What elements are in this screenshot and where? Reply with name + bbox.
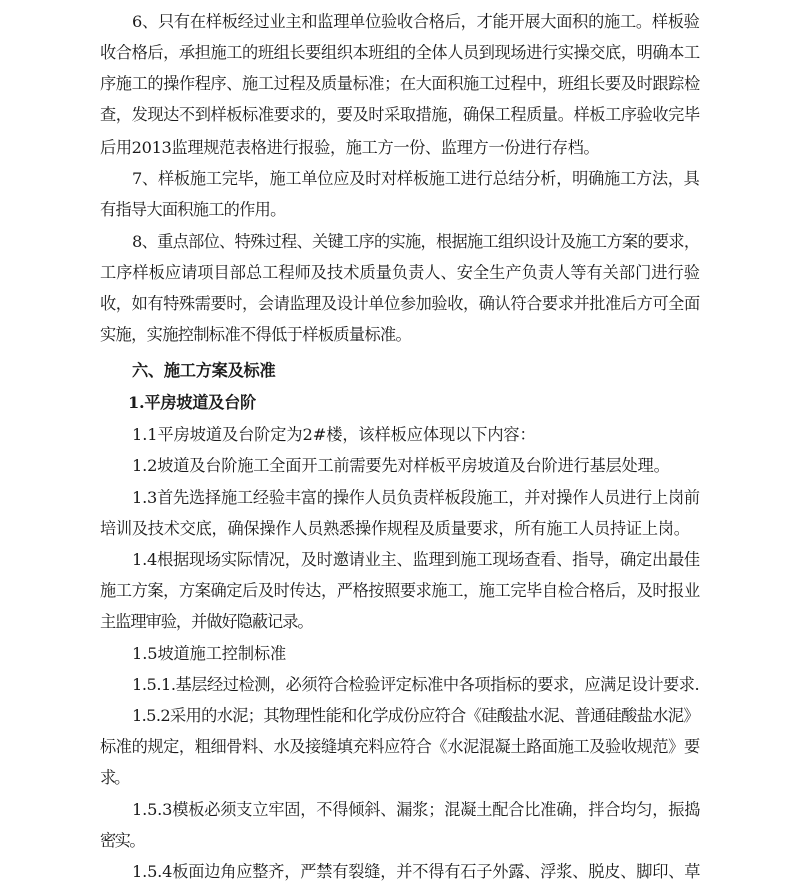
text-line: 1.5.1.基层经过检测，必须符合检验评定标准中各项指标的要求，应满足设计要求.	[132, 675, 700, 694]
section-heading: 六、施工方案及标准	[132, 361, 276, 380]
text-line: 查，发现达不到样板标准要求的，要及时采取措施，确保工程质量。样板工序验收完毕	[100, 105, 700, 124]
text-line: 培训及技术交底，确保操作人员熟悉操作规程及质量要求，所有施工人员持证上岗。	[100, 519, 690, 538]
text-line: 实施，实施控制标准不得低于样板质量标准。	[100, 325, 412, 344]
text-line: 1.5.4板面边角应整齐，严禁有裂缝，并不得有石子外露、浮浆、脱皮、脚印、草	[132, 862, 701, 881]
text-line: 施工方案，方案确定后及时传达，严格按照要求施工，施工完毕自检合格后，及时报业	[100, 581, 700, 600]
text-line: 标准的规定，粗细骨料、水及接缝填充料应符合《水泥混凝土路面施工及验收规范》要	[100, 737, 700, 756]
text-line: 7、样板施工完毕，施工单位应及时对样板施工进行总结分析，明确施工方法，具	[132, 169, 700, 188]
text-line: 1.1平房坡道及台阶定为2#楼，该样板应体现以下内容：	[132, 425, 536, 444]
text-line: 有指导大面积施工的作用。	[100, 200, 286, 219]
text-line: 1.5坡道施工控制标准	[132, 644, 287, 663]
text-line: 1.2坡道及台阶施工全面开工前需要先对样板平房坡道及台阶进行基层处理。	[132, 456, 670, 475]
text-line: 求。	[100, 768, 129, 787]
text-line: 1.5.3模板必须支立牢固，不得倾斜、漏浆；混凝土配合比准确，拌合均匀，振捣	[132, 800, 701, 819]
text-line: 1.3首先选择施工经验丰富的操作人员负责样板段施工，并对操作人员进行上岗前	[132, 488, 700, 507]
text-line: 后用2013监理规范表格进行报验，施工方一份、监理方一份进行存档。	[100, 138, 600, 157]
text-line: 1.4根据现场实际情况，及时邀请业主、监理到施工现场查看、指导，确定出最佳	[132, 550, 700, 569]
text-line: 6、只有在样板经过业主和监理单位验收合格后，才能开展大面积的施工。样板验	[132, 12, 700, 31]
section-heading: 1.平房坡道及台阶	[128, 393, 256, 412]
text-line: 序施工的操作程序、施工过程及质量标准；在大面积施工过程中，班组长要及时跟踪检	[100, 74, 700, 93]
text-line: 密实。	[100, 831, 145, 850]
text-line: 收，如有特殊需要时，会请监理及设计单位参加验收，确认符合要求并批准后方可全面	[100, 294, 700, 313]
text-line: 收合格后，承担施工的班组长要组织本班组的全体人员到现场进行实操交底，明确本工	[100, 43, 700, 62]
text-line: 工序样板应请项目部总工程师及技术质量负责人、安全生产负责人等有关部门进行验	[100, 263, 700, 282]
text-line: 1.5.2采用的水泥；其物理性能和化学成份应符合《硅酸盐水泥、普通硅酸盐水泥》	[132, 706, 699, 725]
text-line: 8、重点部位、特殊过程、关键工序的实施，根据施工组织设计及施工方案的要求，	[132, 232, 700, 251]
text-line: 主监理审验，并做好隐蔽记录。	[100, 612, 313, 631]
